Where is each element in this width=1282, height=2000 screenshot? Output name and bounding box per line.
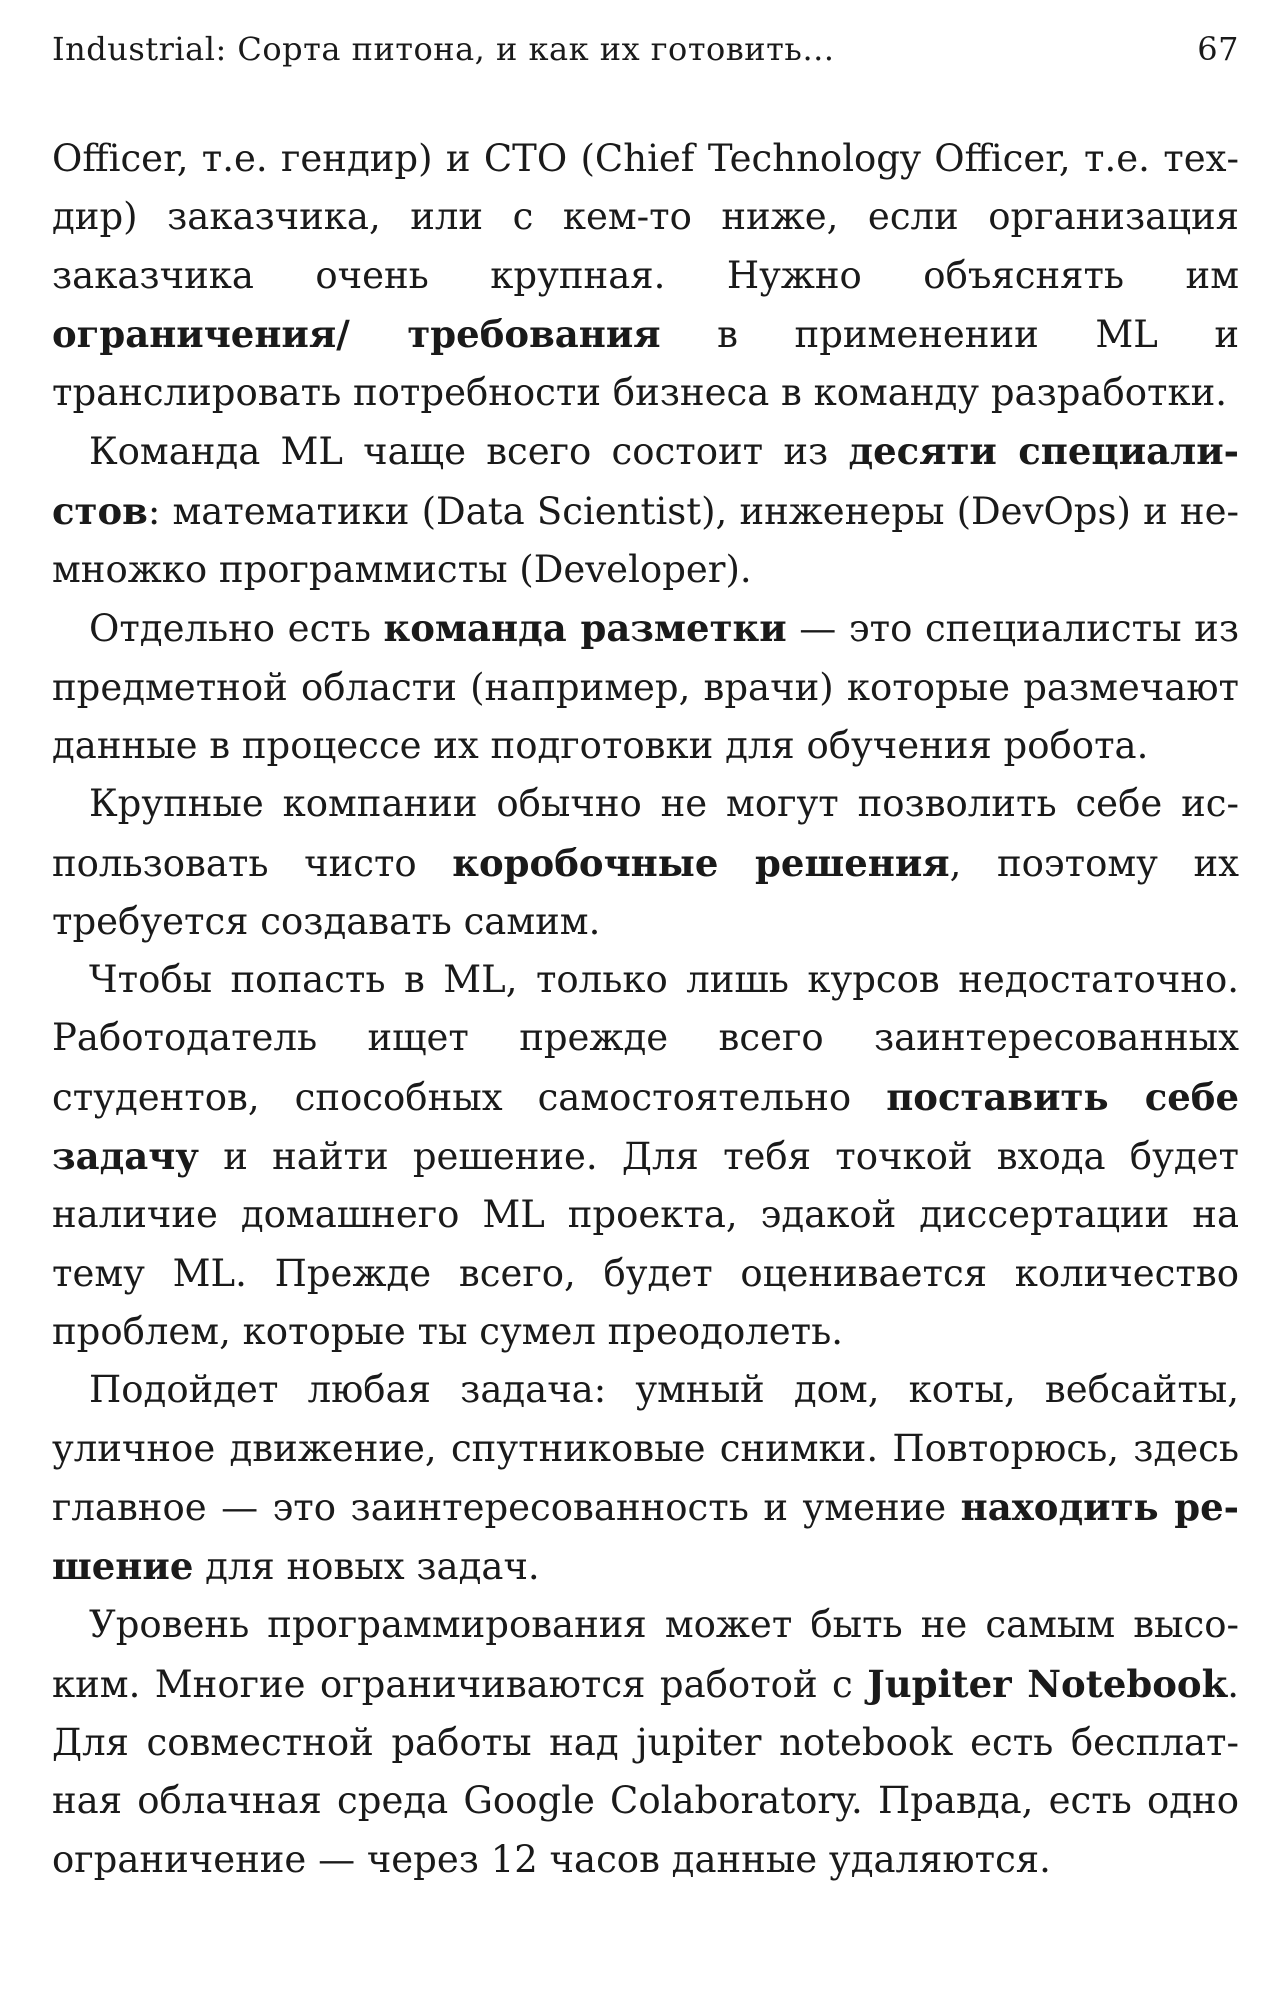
text-segment: для новых задач. bbox=[193, 1545, 540, 1589]
bold-term: коробочные решения bbox=[452, 840, 950, 885]
text-segment: Подойдет любая задача: умный дом, коты, вебсайты, уличное движение, спутниковые снимки. Повторюсь, здесь главное — это заинтересованность и умение bbox=[52, 1368, 1239, 1529]
text-segment: Отдельно есть bbox=[89, 607, 384, 651]
bold-term: поставить себе задачу bbox=[52, 1074, 1239, 1179]
paragraph bbox=[52, 1361, 1239, 1596]
bold-term: десяти специалистов bbox=[52, 429, 1240, 533]
text-segment: Уровень программирования может быть не самым высоким. Многие ограничиваются работой с bbox=[52, 1603, 1239, 1706]
text-segment: Чтобы попасть в ML, только лишь курсов недостаточно. Работодатель ищет прежде всего заинтересованных студентов, способных самостоятельно bbox=[52, 958, 1239, 1119]
text-segment: Officer, т.е. гендир) и CTO (Chief Technology Officer, т.е. техдир) заказчика, или с кем-то ниже, если организация заказчика очень крупная. Нужно объяснять им bbox=[52, 137, 1239, 297]
paragraph bbox=[52, 422, 1239, 599]
text-segment: в применении ML и транслировать потребности бизнеса в команду разработки. bbox=[52, 312, 1239, 415]
text-segment: Команда ML чаще всего состоит из bbox=[89, 430, 849, 474]
running-header bbox=[52, 30, 1239, 90]
body-text bbox=[52, 130, 1239, 1889]
paragraph bbox=[52, 130, 1239, 422]
page-number: 67 bbox=[1197, 30, 1239, 68]
text-segment: Крупные компании обычно не могут позволить себе использовать чисто bbox=[52, 782, 1239, 885]
text-segment: . Для совместной работы над jupiter notebook есть бесплатная облачная среда Google Colaboratory. Правда, есть одно ограничение — через 12 часов данные удаляются. bbox=[52, 1662, 1239, 1881]
book-page bbox=[52, 30, 1239, 1889]
text-segment: : математики (Data Scientist), инженеры (DevOps) и немножко программисты (Developer). bbox=[52, 489, 1239, 592]
text-segment: , поэтому их требуется создавать самим. bbox=[52, 841, 1240, 943]
paragraph bbox=[52, 775, 1239, 951]
bold-term: находить решение bbox=[52, 1484, 1239, 1589]
running-title: Industrial: Сорта питона, и как их готовить… bbox=[52, 30, 835, 68]
text-segment: и найти решение. Для тебя точкой входа будет наличие домашнего ML проекта, эдакой диссертации на тему ML. Прежде всего, будет оценивается количество проблем, которые ты сумел преодолеть. bbox=[52, 1135, 1239, 1353]
bold-term: команда разметки bbox=[383, 606, 787, 651]
bold-term: Jupiter Notebook bbox=[867, 1661, 1228, 1706]
paragraph bbox=[52, 1596, 1239, 1888]
paragraph bbox=[52, 951, 1239, 1361]
bold-term: ограничения/ требования bbox=[52, 311, 661, 356]
paragraph bbox=[52, 599, 1239, 775]
text-segment: — это специалисты из предметной области (например, врачи) которые размечают данные в процессе их подготовки для обучения робота. bbox=[52, 607, 1239, 767]
